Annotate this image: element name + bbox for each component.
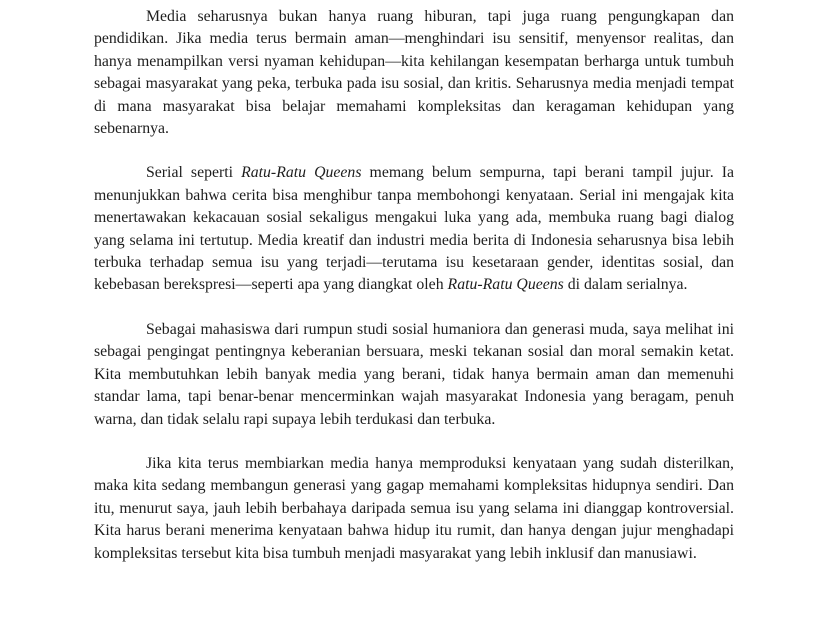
paragraph-text: Serial seperti	[146, 164, 242, 182]
paragraph-text: Media seharusnya bukan hanya ruang hiburan, tapi juga ruang pengungkapan dan pendidikan. Jika media terus bermain aman—menghindari isu sensitif, menyensor realitas, dan hanya menampilkan versi nyaman kehidupan—kita kehilangan kesempatan berharga untuk tumbuh sebagai masyarakat yang peka, terbuka pada isu sosial, dan kritis. Seharusnya media menjadi tempat di mana masyarakat bisa belajar memahami kompleksitas dan keragaman kehidupan yang sebenarnya.	[94, 8, 734, 138]
document-body	[94, 6, 734, 565]
paragraph-ratu-ratu-queens	[94, 162, 734, 296]
paragraph-text: Sebagai mahasiswa dari rumpun studi sosial humaniora dan generasi muda, saya melihat ini sebagai pengingat pentingnya keberanian bersuara, meski tekanan sosial dan moral semakin ketat. Kita membutuhkan lebih banyak media yang berani, tidak hanya bermain aman dan memenuhi standar lama, tapi benar-benar mencerminkan wajah masyarakat Indonesia yang beragam, penuh warna, dan tidak selalu rapi supaya lebih terdukasi dan terbuka.	[94, 320, 734, 428]
paragraph-text: memang belum sempurna, tapi berani tampil jujur. Ia menunjukkan bahwa cerita bisa menghibur tanpa membohongi kenyataan. Serial ini mengajak kita menertawakan kekacauan sosial sekaligus mengakui luka yang ada, membuka ruang bagi dialog yang selama ini tertutup. Media kreatif dan industri media berita di Indonesia seharusnya bisa lebih terbuka terhadap semua isu yang terjadi—terutama isu kesetaraan gender, identitas sosial, dan kebebasan berekspresi—seperti apa yang diangkat oleh	[94, 164, 734, 294]
paragraph-media-role	[94, 6, 734, 140]
series-title: Ratu-Ratu Queens	[241, 164, 362, 182]
paragraph-student-perspective	[94, 319, 734, 431]
paragraph-text: di dalam serialnya.	[563, 276, 688, 294]
paragraph-conclusion	[94, 453, 734, 565]
paragraph-text: Jika kita terus membiarkan media hanya memproduksi kenyataan yang sudah disterilkan, maka kita sedang membangun generasi yang gagap memahami kompleksitas hidupnya sendiri. Dan itu, menurut saya, jauh lebih berbahaya daripada semua isu yang selama ini dianggap kontroversial. Kita harus berani menerima kenyataan bahwa hidup itu rumit, dan hanya dengan jujur menghadapi kompleksitas tersebut kita bisa tumbuh menjadi masyarakat yang lebih inklusif dan manusiawi.	[94, 454, 734, 562]
series-title: Ratu-Ratu Queens	[447, 276, 564, 294]
